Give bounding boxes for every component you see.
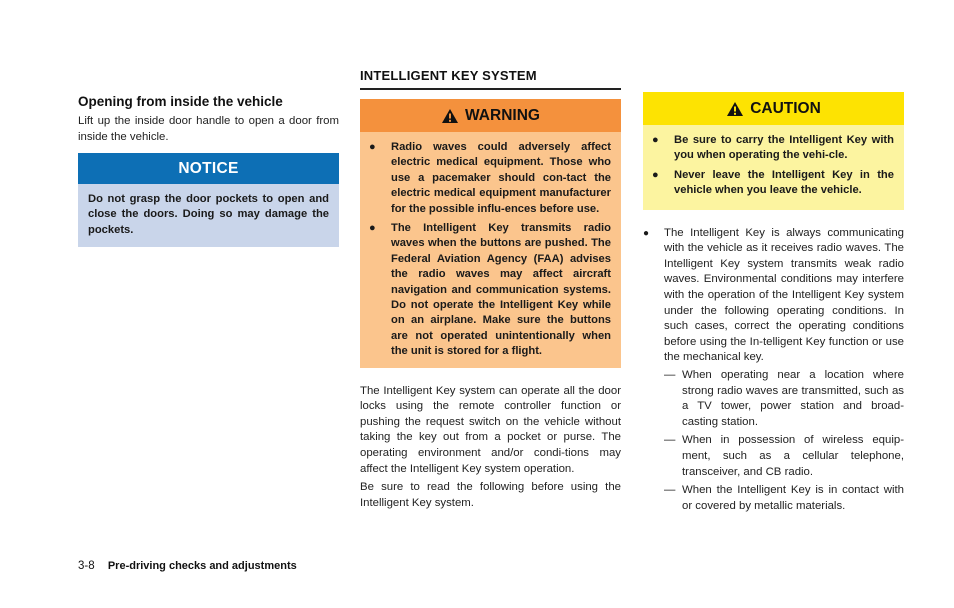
list-item [643, 226, 904, 366]
dash-mark: — [664, 434, 676, 447]
footer-chapter-title: Pre-driving checks and adjustments [107, 560, 297, 572]
bullet-mark: ● [643, 227, 650, 239]
page-footer [78, 560, 297, 572]
notice-header: NOTICE [78, 153, 339, 184]
warning-item [369, 221, 611, 360]
warning-header [360, 99, 621, 132]
caution-item [652, 133, 894, 164]
warning-box [360, 99, 621, 368]
bullet-mark: ● [369, 141, 376, 153]
bullet-mark: ● [652, 134, 659, 146]
caution-item [652, 168, 894, 199]
caution-header [643, 92, 904, 125]
section-heading-opening-inside: Opening from inside the vehicle [78, 94, 283, 109]
dash-mark: — [664, 484, 676, 497]
warning-item-text: The Intelligent Key transmits radio waves when the buttons are pushed. The Federal Aviation Agency (FAA) advises the radio waves may affect aircraft navigation and communication systems. Do not operate the Intelligent Key while on an airplane. Make sure the buttons are not operated unintentionally when the unit is stored for a flight. [391, 222, 611, 358]
caution-list [643, 125, 904, 210]
intelligent-key-paragraph-1: The Intelligent Key system can operate all the door locks using the remote controller function or pushing the request switch on the vehicle without taking the key out from a pocket or purse. The operating environment and/or condi-tions may affect the Intelligent Key system operation. [360, 384, 621, 475]
right-column [643, 92, 904, 514]
warning-item [369, 140, 611, 217]
caution-triangle-icon [726, 101, 744, 117]
caution-box [643, 92, 904, 210]
dash-item-text: When in possession of wireless equip-ment, such as a cellular telephone, transceiver, and CB radio. [682, 434, 904, 478]
notice-box [78, 153, 339, 247]
dash-item [664, 483, 904, 514]
dash-item [664, 433, 904, 480]
warning-item-text: Radio waves could adversely affect electric medical equipment. Those who use a pacemaker should con-tact the electric medical equipment manufacturer for the possible influ-ences before use. [391, 141, 611, 215]
warning-list [360, 132, 621, 368]
caution-item-text: Be sure to carry the Intelligent Key with you when operating the vehi-cle. [674, 134, 894, 162]
section-heading-intelligent-key: INTELLIGENT KEY SYSTEM [360, 68, 621, 90]
dash-item-text: When operating near a location where strong radio waves are transmitted, such as a TV tower, power station and broad-casting station. [682, 368, 904, 428]
opening-inside-text: Lift up the inside door handle to open a door from inside the vehicle. [78, 115, 339, 143]
dash-item-text: When the Intelligent Key is in contact with or covered by metallic materials. [682, 484, 904, 512]
intelligent-key-paragraph-2: Be sure to read the following before using the Intelligent Key system. [360, 481, 621, 509]
intelligent-key-communication-text: The Intelligent Key is always communicating with the vehicle as it receives radio waves. The Intelligent Key system transmits weak radio waves. Environmental conditions may interfere with the operation of the Intelligent Key system under the following operating conditions. In such cases, correct the operating conditions before using the In-telligent Key function or use the mechanical key. [664, 226, 904, 364]
bullet-mark: ● [652, 168, 659, 181]
caution-title: CAUTION [750, 99, 821, 117]
left-column [78, 94, 339, 247]
notice-text: Do not grasp the door pockets to open and close the doors. Doing so may damage the pockets. [88, 193, 329, 236]
page-number: 3-8 [78, 560, 95, 572]
warning-title: WARNING [465, 106, 540, 124]
warning-triangle-icon [441, 108, 459, 124]
caution-item-text: Never leave the Intelligent Key in the vehicle when you leave the vehicle. [674, 168, 894, 197]
dash-mark: — [664, 368, 676, 381]
middle-column [360, 68, 621, 511]
bullet-mark: ● [369, 222, 376, 235]
dash-item [664, 368, 904, 430]
